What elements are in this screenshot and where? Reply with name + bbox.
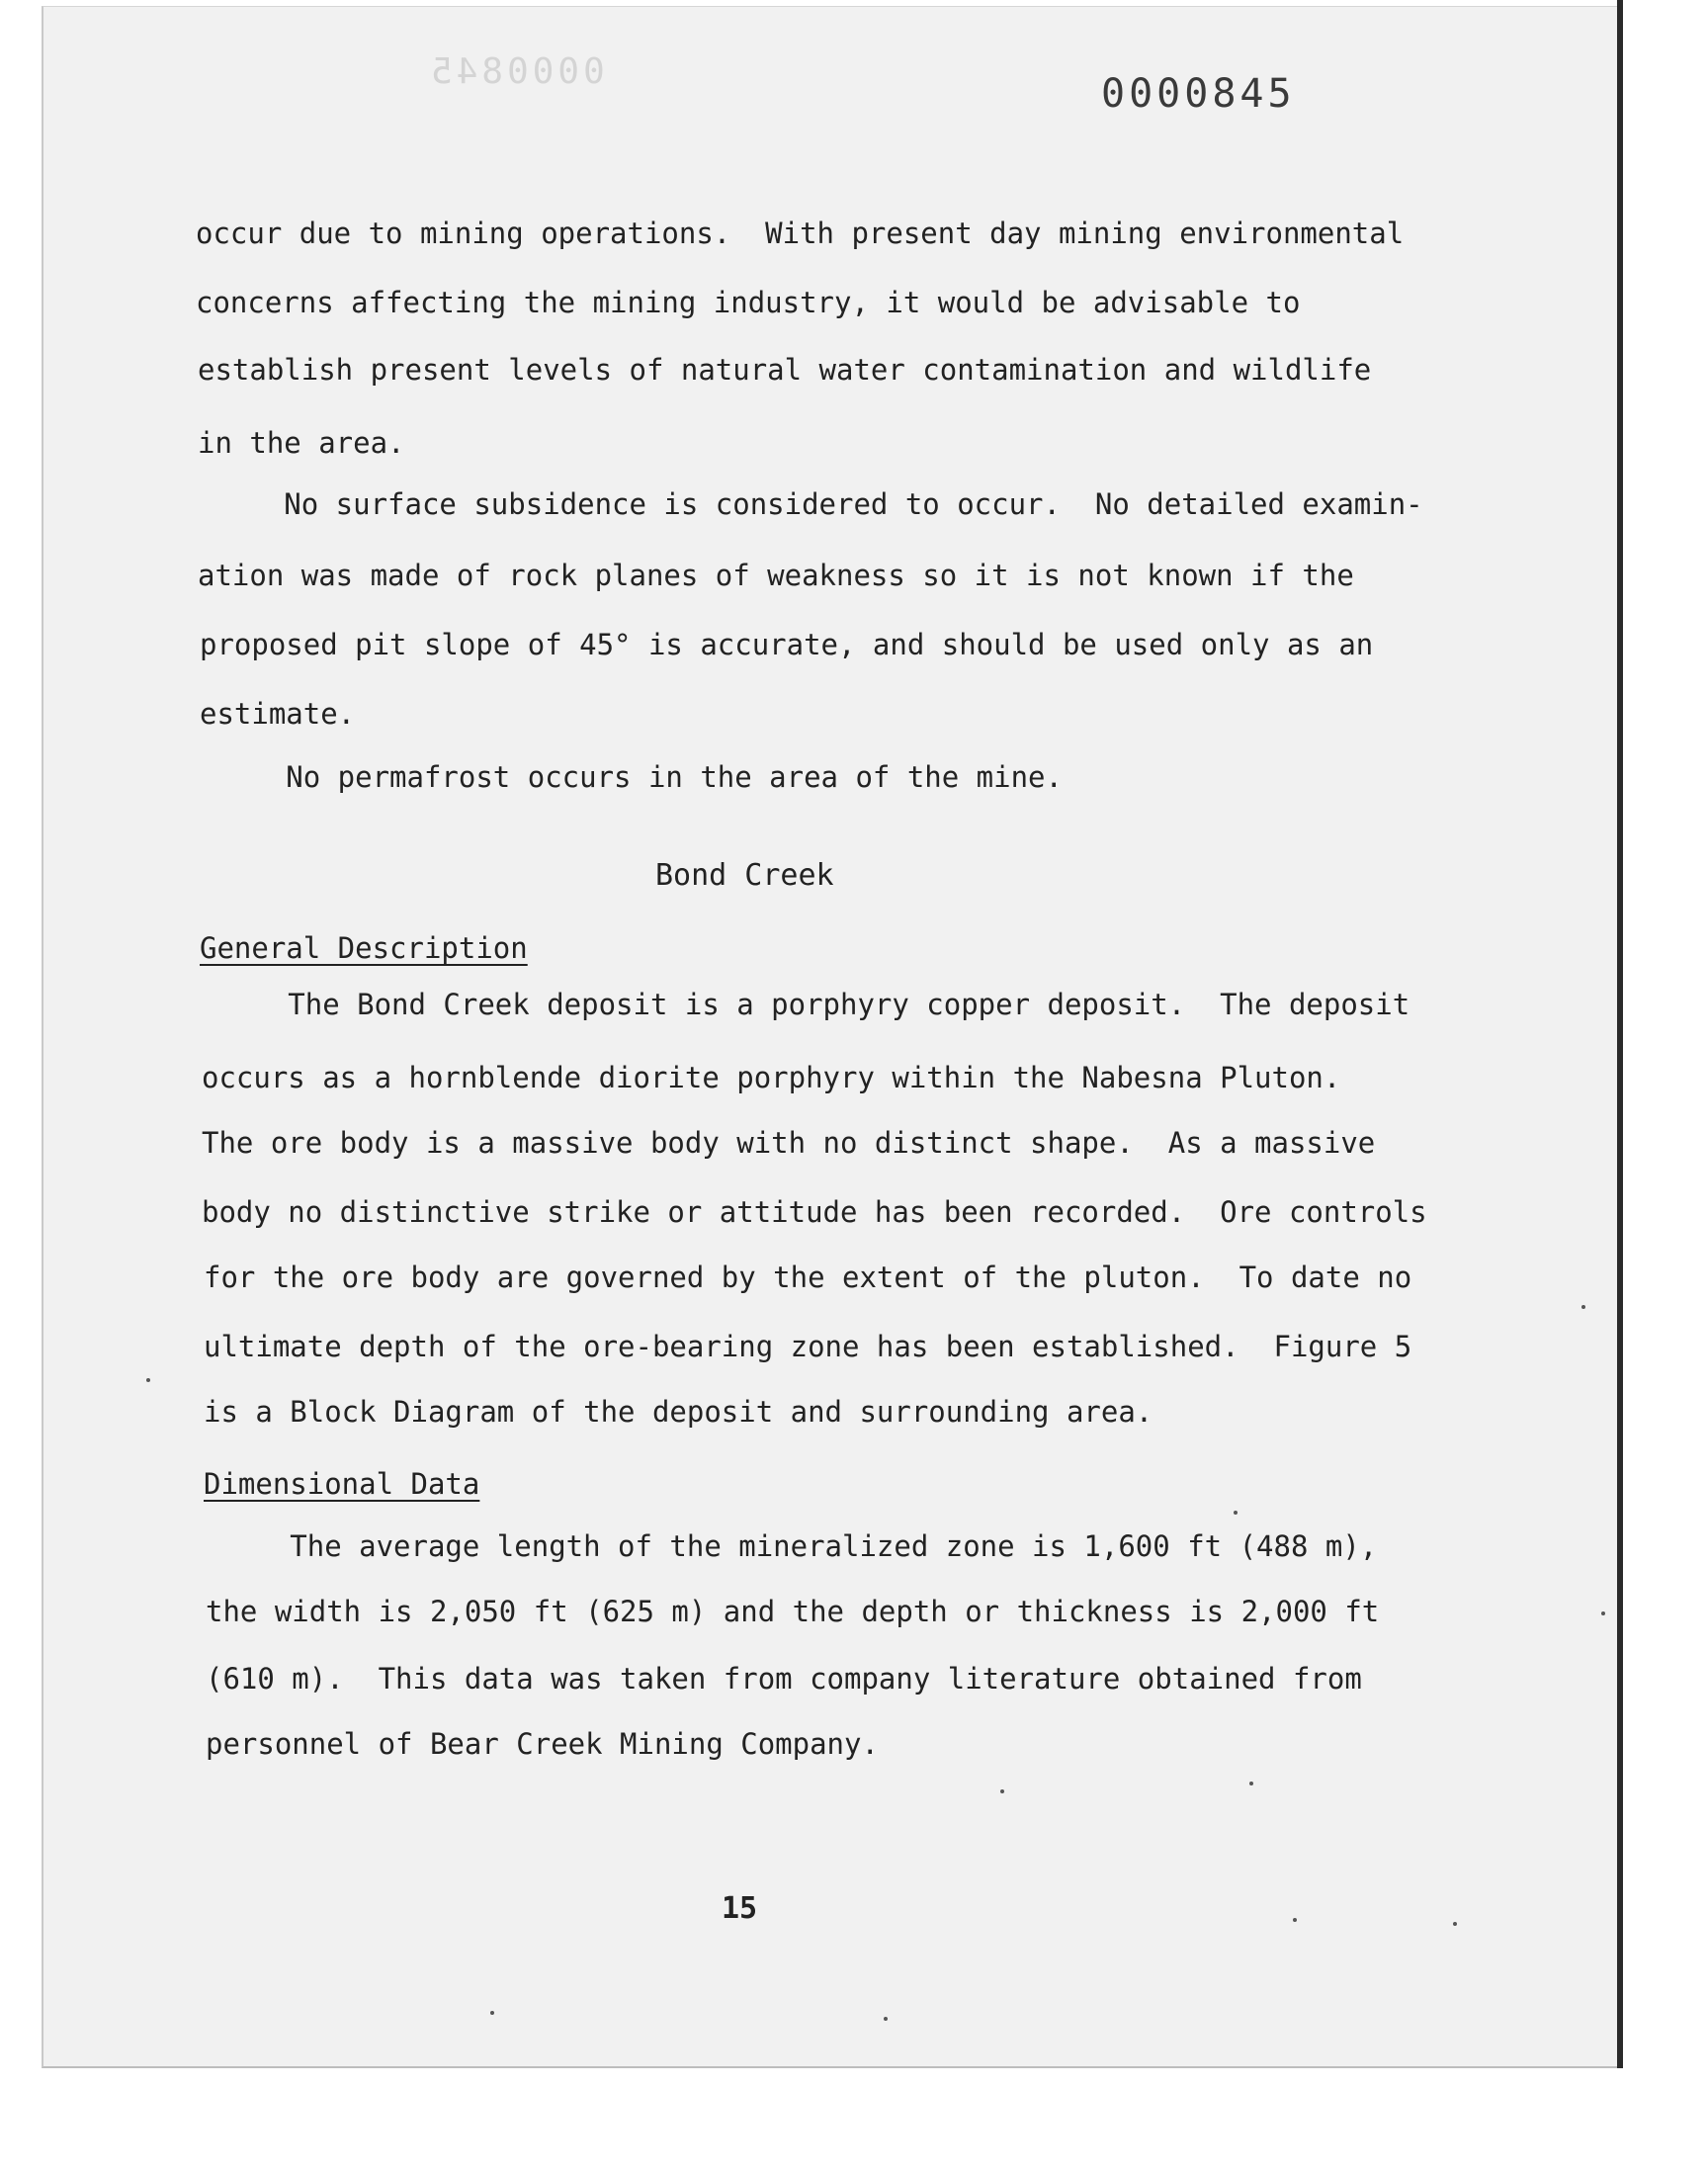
subheading-general-description: General Description [200, 931, 528, 965]
scan-speck [1249, 1782, 1253, 1785]
text-line: personnel of Bear Creek Mining Company. [206, 1727, 879, 1761]
text-line: in the area. [198, 426, 405, 460]
text-line: is a Block Diagram of the deposit and surrounding area. [204, 1395, 1153, 1429]
scan-speck [146, 1378, 150, 1382]
bottom-margin [0, 2096, 1708, 2175]
subheading-dimensional-data: Dimensional Data [204, 1467, 480, 1501]
text-line: (610 m). This data was taken from company literature obtained from [206, 1662, 1362, 1696]
scan-speck [1453, 1922, 1457, 1926]
text-line: occur due to mining operations. With present day mining environmental [196, 217, 1405, 250]
scan-speck [1234, 1511, 1238, 1515]
text-line: The ore body is a massive body with no distinct shape. As a massive [202, 1126, 1376, 1160]
scan-speck [884, 2017, 888, 2021]
text-line: occurs as a hornblende diorite porphyry within the Nabesna Pluton. [202, 1061, 1341, 1094]
scan-speck [1581, 1305, 1585, 1309]
text-line: the width is 2,050 ft (625 m) and the depth or thickness is 2,000 ft [206, 1595, 1380, 1628]
text-line: concerns affecting the mining industry, it would be advisable to [196, 286, 1301, 319]
scan-speck [1293, 1918, 1297, 1922]
bleed-through-number: 0000845 [427, 51, 605, 92]
text-line: proposed pit slope of 45° is accurate, and should be used only as an [200, 628, 1374, 661]
page-number: 15 [722, 1891, 758, 1926]
scan-speck [1000, 1789, 1004, 1793]
document-number: 0000845 [1101, 71, 1296, 117]
text-line: estimate. [200, 697, 356, 731]
page-edge-shadow [1617, 0, 1623, 2068]
text-line: No permafrost occurs in the area of the mine. [200, 760, 1063, 794]
scan-speck [490, 2011, 494, 2015]
text-line: The Bond Creek deposit is a porphyry copper deposit. The deposit [202, 988, 1410, 1021]
text-line: body no distinctive strike or attitude has been recorded. Ore controls [202, 1195, 1427, 1229]
scan-speck [1601, 1611, 1605, 1615]
text-line: for the ore body are governed by the extent of the pluton. To date no [204, 1261, 1412, 1294]
text-line: No surface subsidence is considered to occur. No detailed examin- [198, 487, 1423, 521]
text-line: establish present levels of natural water contamination and wildlife [198, 353, 1372, 387]
section-title: Bond Creek [655, 858, 834, 893]
text-line: The average length of the mineralized zone is 1,600 ft (488 m), [204, 1529, 1378, 1563]
text-line: ation was made of rock planes of weakness so it is not known if the [198, 559, 1354, 592]
text-line: ultimate depth of the ore-bearing zone has been established. Figure 5 [204, 1330, 1412, 1363]
